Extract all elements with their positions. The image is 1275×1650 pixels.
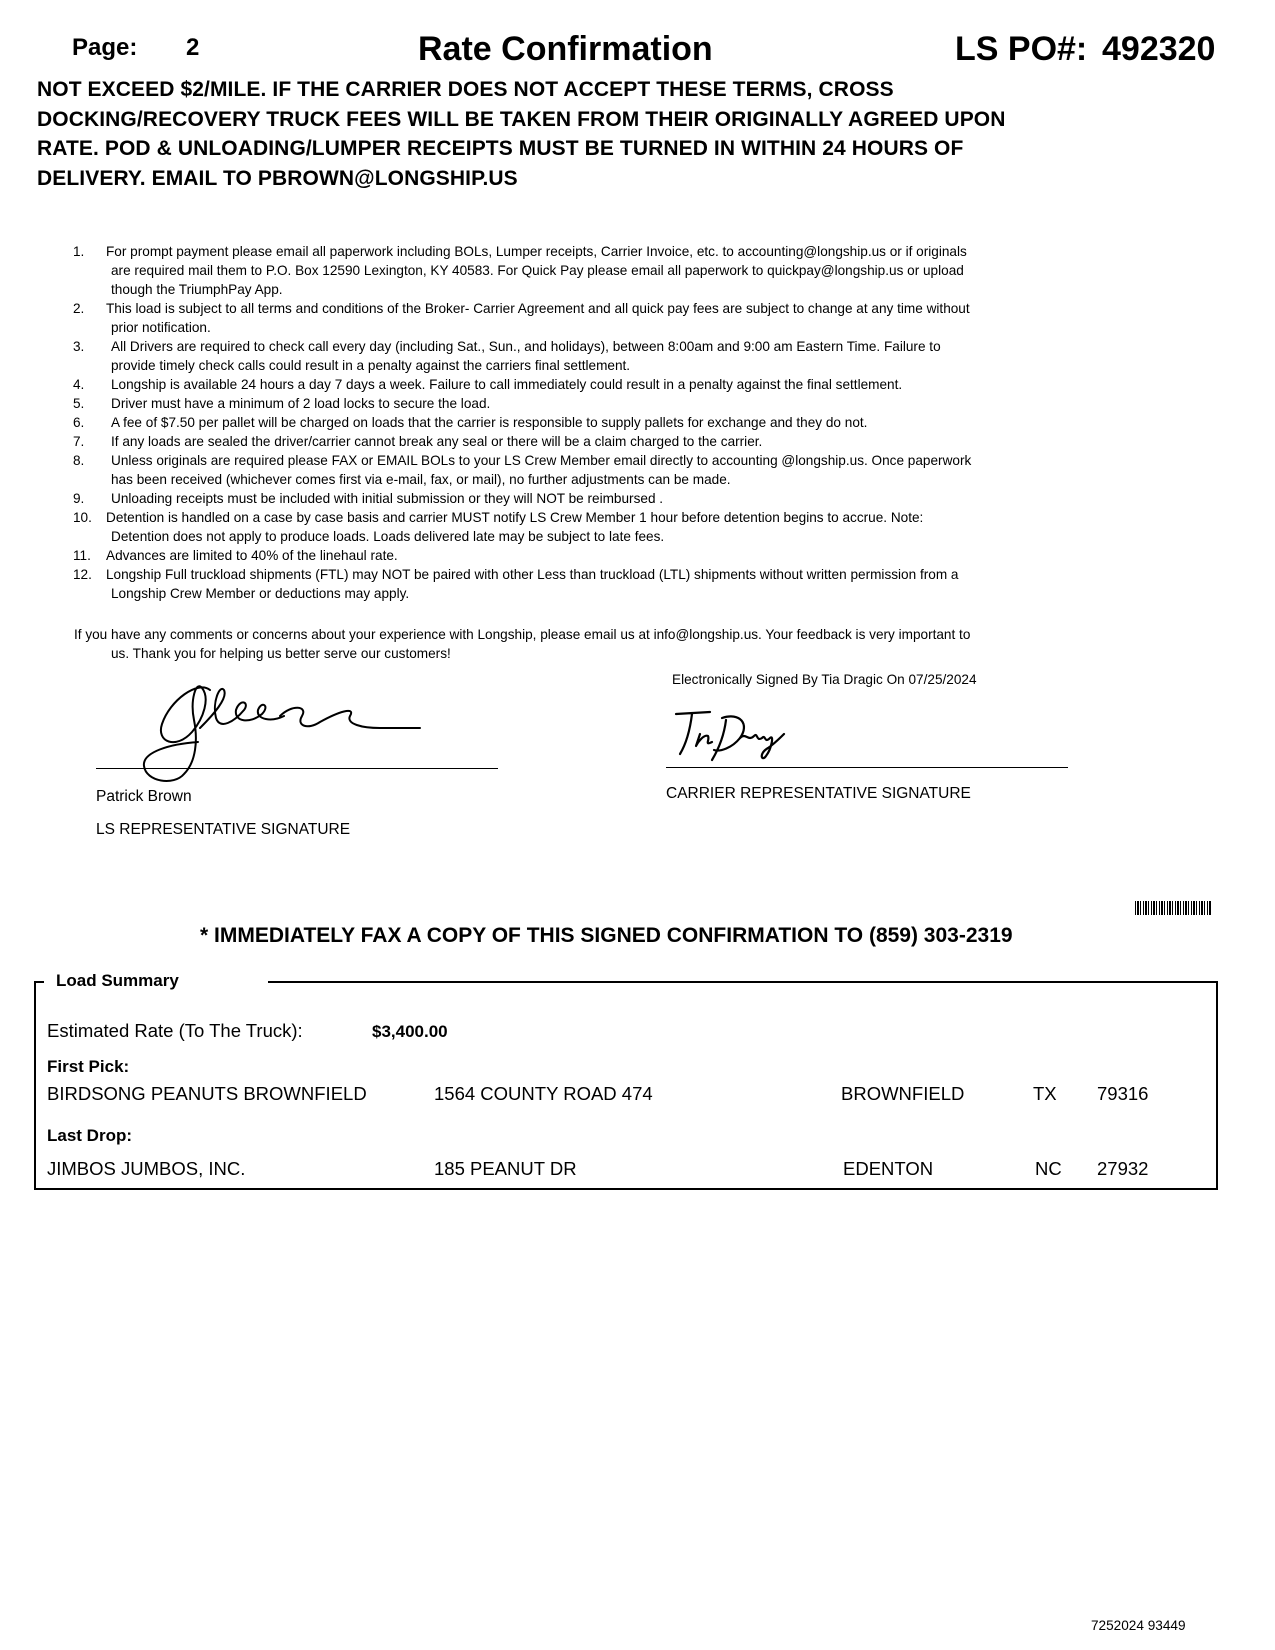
notice-line: NOT EXCEED $2/MILE. IF THE CARRIER DOES NOT ACCEPT THESE TERMS, CROSS bbox=[37, 78, 894, 101]
term-number: 1. bbox=[73, 244, 85, 259]
page-number: 2 bbox=[186, 34, 200, 61]
term-text: Detention is handled on a case by case basis and carrier MUST notify LS Crew Member 1 hour before detention begins to accrue. Note: bbox=[106, 510, 924, 525]
term-number: 7. bbox=[73, 434, 85, 449]
last-drop-zip: 27932 bbox=[1097, 1158, 1149, 1179]
carrier-representative-label: CARRIER REPRESENTATIVE SIGNATURE bbox=[666, 785, 971, 802]
term-text: For prompt payment please email all paperwork including BOLs, Lumper receipts, Carrier Invoice, etc. to accounting@longship.us or if originals bbox=[106, 244, 967, 259]
term-text: prior notification. bbox=[111, 320, 211, 335]
term-text: Longship is available 24 hours a day 7 days a week. Failure to call immediately could result in a penalty against the final settlement. bbox=[111, 377, 903, 392]
term-number: 10. bbox=[73, 510, 92, 525]
term-number: 3. bbox=[73, 339, 85, 354]
load-summary-title: Load Summary bbox=[44, 969, 193, 993]
term-text: Driver must have a minimum of 2 load locks to secure the load. bbox=[111, 396, 491, 411]
ls-representative-label: LS REPRESENTATIVE SIGNATURE bbox=[96, 821, 351, 838]
term-number: 4. bbox=[73, 377, 85, 392]
term-text: All Drivers are required to check call every day (including Sat., Sun., and holidays), between 8:00am and 9:00 am Eastern Time. Failure to bbox=[111, 339, 941, 354]
document-title: Rate Confirmation bbox=[418, 30, 713, 68]
term-number: 6. bbox=[73, 415, 85, 430]
term-text: are required mail them to P.O. Box 12590 Lexington, KY 40583. For Quick Pay please email all paperwork to quickpay@longship.us or upload bbox=[111, 263, 964, 278]
last-drop-state: NC bbox=[1035, 1158, 1062, 1179]
first-pick-state: TX bbox=[1033, 1083, 1057, 1104]
term-text: though the TriumphPay App. bbox=[111, 282, 283, 297]
ls-signature-image bbox=[140, 676, 440, 791]
term-number: 9. bbox=[73, 491, 85, 506]
feedback-text: us. Thank you for helping us better serve our customers! bbox=[111, 646, 451, 661]
term-text: If any loads are sealed the driver/carrier cannot break any seal or there will be a claim charged to the carrier. bbox=[111, 434, 763, 449]
last-drop-city: EDENTON bbox=[843, 1158, 934, 1179]
term-number: 12. bbox=[73, 567, 92, 582]
last-drop-name: JIMBOS JUMBOS, INC. bbox=[47, 1158, 246, 1179]
notice-line: RATE. POD & UNLOADING/LUMPER RECEIPTS MUST BE TURNED IN WITHIN 24 HOURS OF bbox=[37, 137, 964, 160]
term-text: has been received (whichever comes first via e-mail, fax, or mail), no further adjustments can be made. bbox=[111, 472, 731, 487]
term-number: 2. bbox=[73, 301, 85, 316]
fax-instruction: * IMMEDIATELY FAX A COPY OF THIS SIGNED CONFIRMATION TO (859) 303-2319 bbox=[200, 924, 1013, 947]
first-pick-zip: 79316 bbox=[1097, 1083, 1149, 1104]
term-text: provide timely check calls could result in a penalty against the carriers final settlement. bbox=[111, 358, 631, 373]
first-pick-label: First Pick: bbox=[47, 1057, 130, 1076]
term-text: Advances are limited to 40% of the linehaul rate. bbox=[106, 548, 398, 563]
first-pick-address: 1564 COUNTY ROAD 474 bbox=[434, 1083, 653, 1104]
feedback-text: If you have any comments or concerns about your experience with Longship, please email us at info@longship.us. Your feedback is very important to bbox=[74, 627, 971, 642]
first-pick-city: BROWNFIELD bbox=[841, 1083, 965, 1104]
page-label: Page: bbox=[72, 34, 138, 61]
footer-code: 7252024 93449 bbox=[1091, 1618, 1186, 1633]
term-text: Longship Full truckload shipments (FTL) may NOT be paired with other Less than truckload (LTL) shipments without written permission from a bbox=[106, 567, 959, 582]
term-text: Detention does not apply to produce loads. Loads delivered late may be subject to late fees. bbox=[111, 529, 665, 544]
rate-label: Estimated Rate (To The Truck): bbox=[47, 1020, 303, 1041]
ls-signature-line bbox=[96, 768, 498, 769]
carrier-signature-image bbox=[674, 708, 794, 768]
po-label: LS PO#: bbox=[955, 30, 1088, 68]
term-text: A fee of $7.50 per pallet will be charged on loads that the carrier is responsible to supply pallets for exchange and they do not. bbox=[111, 415, 868, 430]
first-pick-name: BIRDSONG PEANUTS BROWNFIELD bbox=[47, 1083, 367, 1104]
ls-representative-name: Patrick Brown bbox=[96, 788, 192, 805]
term-text: Longship Crew Member or deductions may apply. bbox=[111, 586, 410, 601]
term-number: 11. bbox=[73, 548, 91, 563]
term-number: 5. bbox=[73, 396, 85, 411]
barcode bbox=[1135, 901, 1212, 915]
rate-value: $3,400.00 bbox=[372, 1022, 448, 1041]
notice-line: DOCKING/RECOVERY TRUCK FEES WILL BE TAKEN FROM THEIR ORIGINALLY AGREED UPON bbox=[37, 108, 1006, 131]
last-drop-label: Last Drop: bbox=[47, 1126, 132, 1145]
term-text: This load is subject to all terms and conditions of the Broker- Carrier Agreement and all quick pay fees are subject to change at any time without bbox=[106, 301, 970, 316]
last-drop-address: 185 PEANUT DR bbox=[434, 1158, 577, 1179]
term-text: Unless originals are required please FAX or EMAIL BOLs to your LS Crew Member email directly to accounting @longship.us. Once paperwork bbox=[111, 453, 972, 468]
term-text: Unloading receipts must be included with initial submission or they will NOT be reimbursed . bbox=[111, 491, 664, 506]
term-number: 8. bbox=[73, 453, 85, 468]
esign-note: Electronically Signed By Tia Dragic On 07/25/2024 bbox=[672, 672, 977, 687]
po-number: 492320 bbox=[1102, 30, 1216, 68]
notice-line: DELIVERY. EMAIL TO PBROWN@LONGSHIP.US bbox=[37, 167, 518, 190]
carrier-signature-line bbox=[666, 767, 1068, 768]
